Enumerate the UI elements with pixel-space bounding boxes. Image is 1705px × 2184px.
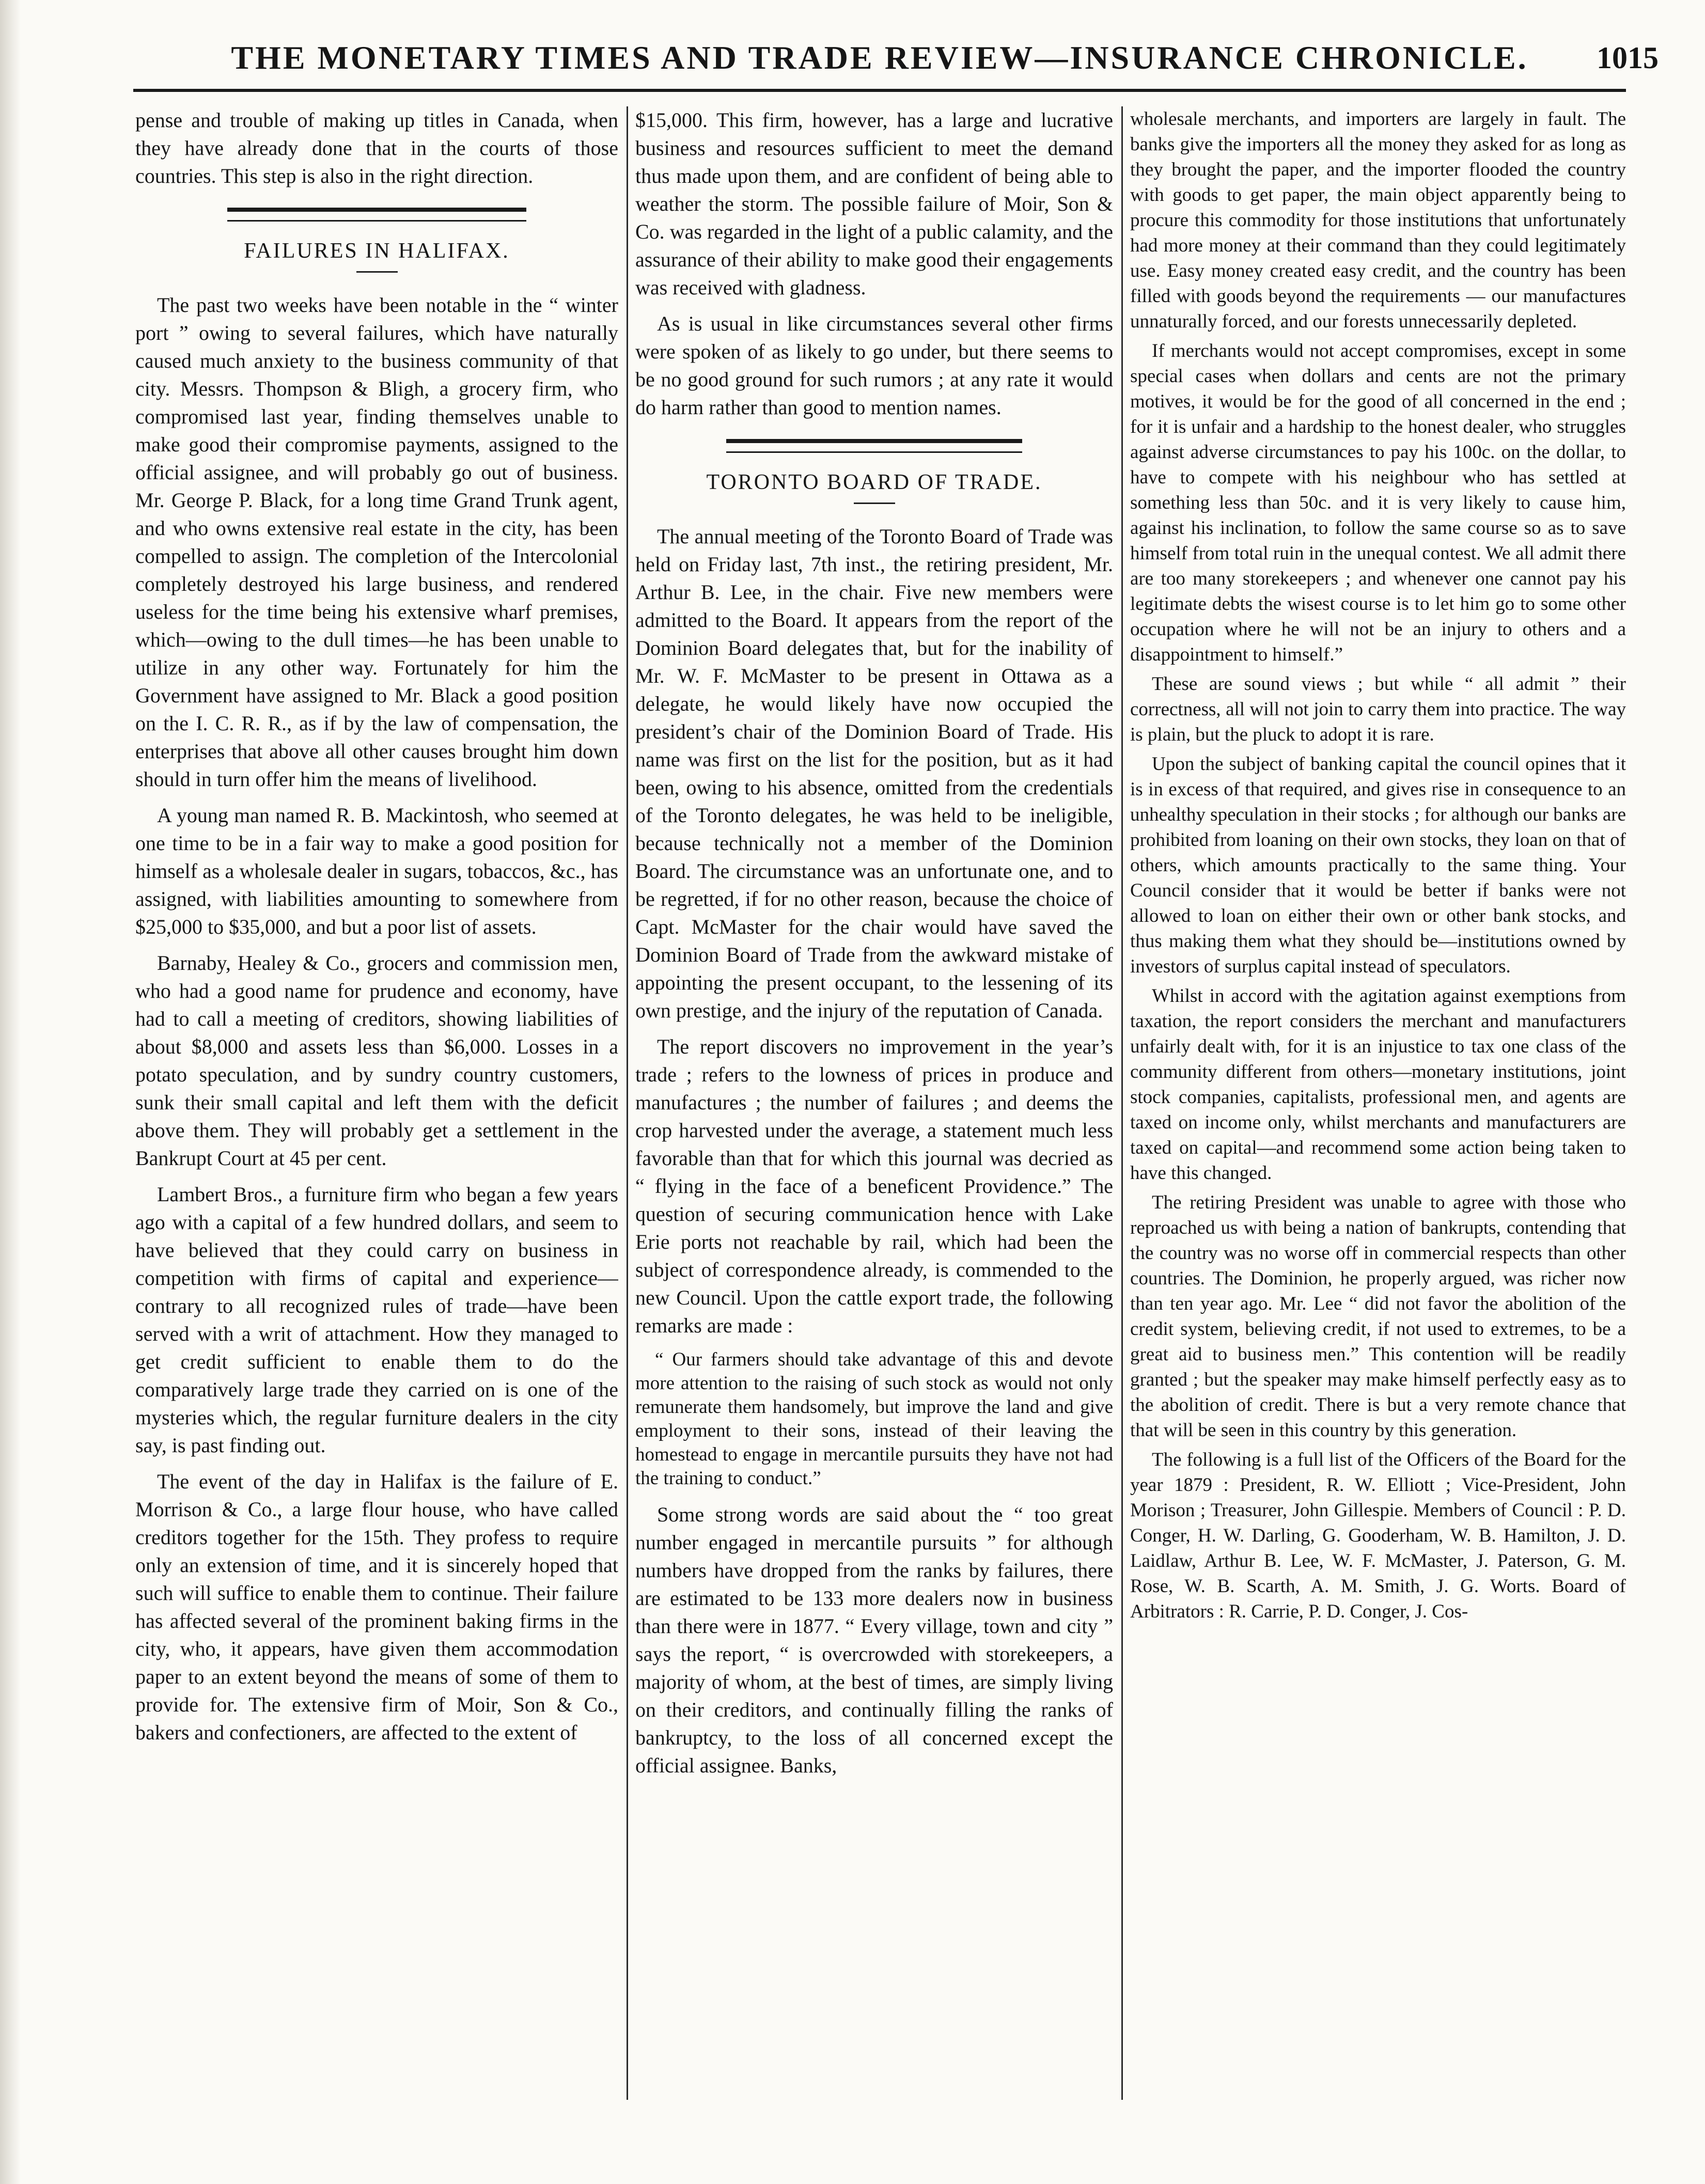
paragraph: The event of the day in Halifax is the failure of E. Morrison & Co., a large flour house, who have called creditors together for the 15th. They profess to require only an extension of time, and it is sincerely hoped that such will suffice to enable them to continue. Their failure has affected several of the prominent baking firms in the city, who, it appears, have given them accommodation paper to an extent beyond the means of some of them to provide for. The extensive firm of Moir, Son & Co., bakers and confectioners, are affected to the extent of: [135, 1470, 618, 1744]
section-rule: [726, 439, 1023, 453]
section-heading: TORONTO BOARD OF TRADE.: [706, 470, 1042, 494]
column-divider: [627, 106, 628, 2100]
page-header-title: THE MONETARY TIMES AND TRADE REVIEW—INSURANCE CHRONICLE.: [231, 39, 1528, 76]
quote-text: “ Our farmers should take advantage of this and devote more attention to the raising of such stock as would not only remunerate them handsomely, but improve the land and give employment to their sons, instead of their leaving the homestead to engage in mercantile pursuits they have not had the training to conduct.”: [635, 1349, 1113, 1489]
column-1: [135, 106, 618, 2110]
paragraph: The annual meeting of the Toronto Board of Trade was held on Friday last, 7th inst., the retiring president, Mr. Arthur B. Lee, in the chair. Five new members were admitted to the Board. It appears from the report of the Dominion Board delegates that, but for the inability of Mr. W. F. McMaster to be present in Ottawa as a delegate, he would likely have now occupied the president’s chair of the Dominion Board of Trade. His name was first on the list for the position, but as it had been, owing to his absence, omitted from the credentials of the Toronto delegates, he was held to be ineligible, because technically not a member of the Dominion Board. The circumstance was an unfortunate one, and to be regretted, if for no other reason, because the choice of Capt. McMaster for the chair would have saved the Dominion Board of Trade from the awkward mistake of appointing the present occupant, to the lessening of its own prestige, and the injury of the reputation of Canada.: [635, 525, 1113, 1022]
paragraph: wholesale merchants, and importers are largely in fault. The banks give the importers all the money they asked for as long as they brought the paper, and the importer flooded the country with goods to get paper, the main object apparently being to procure this commodity for those institutions that unfortunately had more money at their command than they could legitimately use. Easy money created easy credit, and the country has been filled with goods beyond the requirements — our manufactures unnaturally forced, and our forests unnecessarily depleted.: [1130, 108, 1626, 332]
paragraph: These are sound views ; but while “ all admit ” their correctness, all will not join to carry them into practice. The way is plain, but the pluck to adopt it is rare.: [1130, 673, 1626, 745]
paragraph: A young man named R. B. Mackintosh, who seemed at one time to be in a fair way to make a good position for himself as a wholesale dealer in sugars, tobaccos, &c., has assigned, with liabilities amounting to somewhere from $25,000 to $35,000, and but a poor list of assets.: [135, 804, 618, 938]
paragraph: The retiring President was unable to agree with those who reproached us with being a nation of bankrupts, contending that the country was no worse off in commercial respects than other countries. The Dominion, he properly argued, was richer now than ten year ago. Mr. Lee “ did not favor the abolition of the credit system, believing credit, if not used to extremes, to be a great aid to business men.” This contention will be readily granted ; but the speaker may make himself perfectly easy as to the abolition of credit. There is but a very remote chance that that will be seen in this country by this generation.: [1130, 1192, 1626, 1441]
heading-rule: [854, 502, 895, 504]
paragraph: $15,000. This firm, however, has a large and lucrative business and resources sufficient to meet the demand thus made upon them, and are confident of being able to weather the storm. The possible failure of Moir, Son & Co. was regarded in the light of a public calamity, and the assurance of their ability to make good their engagements was received with gladness.: [635, 108, 1113, 299]
header-rule: [133, 89, 1626, 92]
paragraph: The past two weeks have been notable in the “ winter port ” owing to several failures, which have naturally caused much anxiety to the business community of that city. Messrs. Thompson & Bligh, a grocery firm, who compromised last year, finding themselves unable to make good their compromise payments, assigned to the official assignee, and will probably go out of business. Mr. George P. Black, for a long time Grand Trunk agent, and who owns extensive real estate in the city, has been compelled to assign. The completion of the Intercolonial completely destroyed his large business, and rendered useless for the time being his extensive wharf premises, which—owing to the dull times—he has been unable to utilize in any other way. Fortunately for him the Government have assigned to Mr. Black a good position on the I. C. R. R., as if by the law of compensation, the enterprises that above all other causes brought him down should in turn offer him the means of livelihood.: [135, 293, 618, 791]
paragraph: As is usual in like circumstances several other firms were spoken of as likely to go under, but there seems to be no good ground for such rumors ; at any rate it would do harm rather than good to mention names.: [635, 312, 1113, 419]
paragraph: Whilst in accord with the agitation against exemptions from taxation, the report considers the merchant and manufacturers unfairly dealt with, for it is an injustice to tax one class of the community different from others—monetary institutions, joint stock companies, capitalists, professional men, and agents are taxed on income only, whilst merchants and manufacturers are taxed on capital—and recommend some action being taken to have this changed.: [1130, 985, 1626, 1184]
paragraph: If merchants would not accept compromises, except in some special cases when dollars and cents are not the primary motives, it would be for the good of all concerned in the end ; for it is unfair and a hardship to the honest dealer, who struggles against adverse circumstances to pay his 100c. on the dollar, to have to compete with his neighbour who has settled at something less than 50c. and it is very likely to cause him, against his inclination, to follow the same course so as to save himself from total ruin in the unequal contest. We all admit there are too many storekeepers ; and whenever one cannot pay his legitimate debts the wisest course is to let him go to some other occupation where he will not be an injury to others and a disappointment to himself.”: [1130, 340, 1626, 665]
paragraph: Lambert Bros., a furniture firm who began a few years ago with a capital of a few hundred dollars, and seem to have believed that they could carry on business in competition with firms of capital and experience—contrary to all recognized rules of trade—have been served with a writ of attachment. How they managed to get credit sufficient to enable them to do the comparatively large trade they carried on is one of the mysteries which, the regular furniture dealers in the city say, is past finding out.: [135, 1183, 618, 1457]
scan-edge: [0, 0, 21, 2184]
section-rule: [227, 208, 527, 222]
column-divider: [1121, 106, 1123, 2100]
paragraph: The following is a full list of the Officers of the Board for the year 1879 : President, R. W. Elliott ; Vice-President, John Morison ; Treasurer, John Gillespie. Members of Council : P. D. Conger, H. W. Darling, G. Gooderham, W. B. Hamilton, J. D. Laidlaw, Arthur B. Lee, W. F. McMaster, J. Paterson, G. M. Rose, W. B. Scarth, A. M. Smith, J. G. Worts. Board of Arbitrators : R. Carrie, P. D. Conger, J. Cos-: [1130, 1449, 1626, 1622]
page-number: 1015: [1597, 41, 1659, 75]
heading-rule: [356, 271, 398, 273]
paragraph: pense and trouble of making up titles in Canada, when they have already done that in the courts of those countries. This step is also in the right direction.: [135, 108, 618, 187]
column-2: [635, 106, 1113, 2110]
paragraph: Barnaby, Healey & Co., grocers and commission men, who had a good name for prudence and economy, have had to call a meeting of creditors, showing liabilities of about $8,000 and assets less than $6,000. Losses in a potato speculation, and by sundry country customers, sunk their small capital and left them with the deficit above them. They will probably get a settlement in the Bankrupt Court at 45 per cent.: [135, 951, 618, 1170]
block-quote: [635, 1348, 1113, 1490]
paragraph: Upon the subject of banking capital the council opines that it is in excess of that required, and gives rise in consequence to an unhealthy speculation in their stocks ; for although our banks are prohibited from loaning on their own stocks, they loan on that of others, which amounts practically to the same thing. Your Council consider that it would be better if banks were not allowed to loan on either their own or other bank stocks, and thus making them what they should be—institutions owned by investors of surplus capital instead of speculators.: [1130, 753, 1626, 977]
paragraph: Some strong words are said about the “ too great number engaged in mercantile pursuits ” for although numbers have dropped from the ranks by failures, there are estimated to be 133 more dealers now in business than there were in 1877. “ Every village, town and city ” says the report, “ is overcrowded with storekeepers, a majority of whom, at the best of times, are simply living on their creditors, and continually filling the ranks of bankruptcy, to the loss of all concerned except the official assignee. Banks,: [635, 1503, 1113, 1777]
column-3: [1130, 106, 1626, 2110]
paragraph: The report discovers no improvement in the year’s trade ; refers to the lowness of prices in produce and manufactures ; the number of failures ; and deems the crop harvested under the average, a statement much less favorable than that for which this journal was decried as “ flying in the face of a beneficent Providence.” The question of securing communication hence with Lake Erie ports not reachable by rail, which had been the subject of correspondence already, is commended to the new Council. Upon the cattle export trade, the following remarks are made :: [635, 1035, 1113, 1337]
section-heading: FAILURES IN HALIFAX.: [244, 239, 510, 263]
